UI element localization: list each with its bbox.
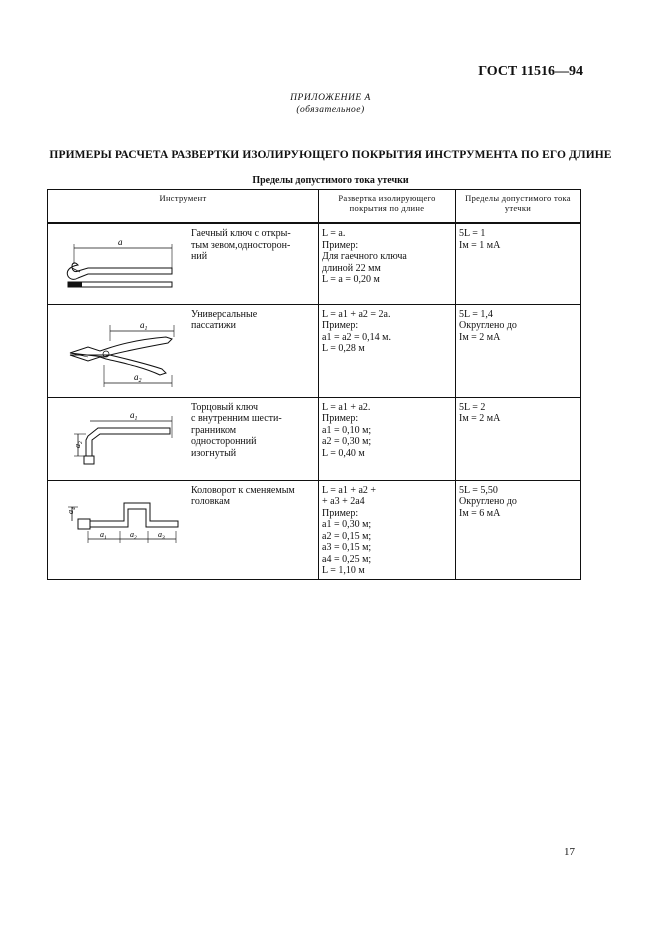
page-title: ПРИМЕРЫ РАСЧЕТА РАЗВЕРТКИ ИЗОЛИРУЮЩЕГО ПОКРЫТИЯ ИНСТРУМЕНТА ПО ЕГО ДЛИНЕ [49, 149, 612, 161]
calc-cell [319, 223, 456, 304]
tool-name-line: тым зевом,односторон- [191, 239, 291, 251]
current-line: Округлено до [459, 320, 517, 331]
header-calc: Развертка изолирующего покрытия по длине [319, 190, 456, 224]
tool-cell [48, 304, 319, 397]
table-row [48, 397, 581, 480]
calc-line: L = a1 + a2. [322, 401, 371, 413]
figure-label-a1: $a_1$ [100, 529, 107, 541]
calc-line: L = a = 0,20 м [322, 274, 380, 285]
calc-line: длиной 22 мм [322, 262, 381, 274]
figure-label-a2: $a_2$ [73, 440, 84, 448]
table-row [48, 480, 581, 579]
tool-name-line: Универсальные [191, 308, 258, 320]
current-line: Округлено до [459, 496, 517, 507]
calc-line: Пример: [322, 239, 359, 251]
tool-name-line: Торцовый ключ [191, 401, 258, 413]
current-cell [456, 480, 581, 579]
current-cell [456, 397, 581, 480]
appendix-title: ПРИЛОЖЕНИЕ А [290, 93, 371, 103]
calc-line: L = 1,10 м [322, 565, 365, 576]
table-caption: Пределы допустимого тока утечки [252, 175, 409, 186]
figure-label-a1: $a_1$ [140, 319, 148, 332]
calc-line: L = 0,40 м [322, 447, 365, 459]
header-current: Пределы допустимого тока утечки [456, 190, 581, 224]
calc-line: L = a. [322, 228, 346, 239]
table-row [48, 304, 581, 397]
figure-label-a3: $a_3$ [158, 529, 165, 541]
current-line: 5L = 2 [459, 401, 486, 413]
calc-line: L = a1 + a2 = 2a. [322, 308, 391, 320]
leakage-current-table [47, 189, 581, 580]
calc-line: a2 = 0,15 м; [322, 530, 372, 542]
calc-line: + a3 + 2a4 [322, 496, 365, 507]
tool-name [183, 398, 286, 478]
socket-wrench-figure [48, 398, 183, 478]
wrench-figure [48, 224, 183, 302]
calc-cell [319, 480, 456, 579]
figure-label-a4: $a_4$ [66, 506, 77, 514]
appendix-note: (обязательное) [296, 105, 365, 115]
tool-name [183, 224, 295, 302]
current-cell [456, 223, 581, 304]
calc-line: L = a1 + a2 + [322, 484, 377, 496]
current-line: Iм = 2 мА [459, 413, 501, 424]
figure-label-a2: $a_2$ [130, 529, 137, 541]
current-line: 5L = 5,50 [459, 484, 498, 496]
tool-name-line: Гаечный ключ с откры- [191, 228, 291, 239]
tool-cell [48, 480, 319, 579]
calc-line: L = 0,28 м [322, 343, 365, 354]
tool-name-line: изогнутый [191, 447, 237, 459]
calc-cell [319, 304, 456, 397]
tool-cell [48, 223, 319, 304]
table-header-row [48, 190, 581, 224]
tool-name-line: головкам [191, 496, 230, 507]
calc-cell [319, 397, 456, 480]
calc-line: Пример: [322, 413, 359, 424]
calc-line: a1 = a2 = 0,14 м. [322, 331, 391, 343]
calc-line: a3 = 0,15 м; [322, 542, 372, 553]
tool-name [183, 481, 299, 576]
figure-label-a1: $a_1$ [130, 409, 138, 422]
current-line: Iм = 1 мА [459, 239, 501, 251]
current-line: 5L = 1,4 [459, 308, 493, 320]
tool-name-line: пассатижи [191, 320, 236, 331]
header-tool: Инструмент [48, 190, 319, 224]
calc-line: a1 = 0,10 м; [322, 424, 372, 436]
tool-name-line: Коловорот к сменяемым [191, 484, 295, 496]
current-line: 5L = 1 [459, 228, 486, 239]
tool-name-line: односторонний [191, 436, 257, 447]
calc-line: Для гаечного ключа [322, 251, 407, 262]
tool-name-line: с внутренним шести- [191, 413, 282, 424]
calc-line: Пример: [322, 507, 359, 519]
calc-line: a1 = 0,30 м; [322, 519, 372, 530]
brace-figure [48, 481, 183, 576]
tool-cell [48, 397, 319, 480]
tool-name [183, 305, 261, 395]
pliers-figure [48, 305, 183, 395]
current-line: Iм = 2 мА [459, 331, 501, 343]
tool-name-line: ний [191, 251, 208, 262]
calc-line: Пример: [322, 320, 359, 331]
current-line: Iм = 6 мА [459, 507, 501, 519]
figure-label-a: a [118, 237, 123, 247]
standard-code: ГОСТ 11516—94 [478, 64, 583, 79]
figure-label-a2: $a_2$ [134, 371, 142, 384]
calc-line: a4 = 0,25 м; [322, 553, 372, 565]
page-number: 17 [564, 846, 575, 858]
table-row [48, 223, 581, 304]
appendix-heading [0, 92, 661, 116]
current-cell [456, 304, 581, 397]
tool-name-line: гранником [191, 424, 237, 436]
calc-line: a2 = 0,30 м; [322, 436, 372, 447]
